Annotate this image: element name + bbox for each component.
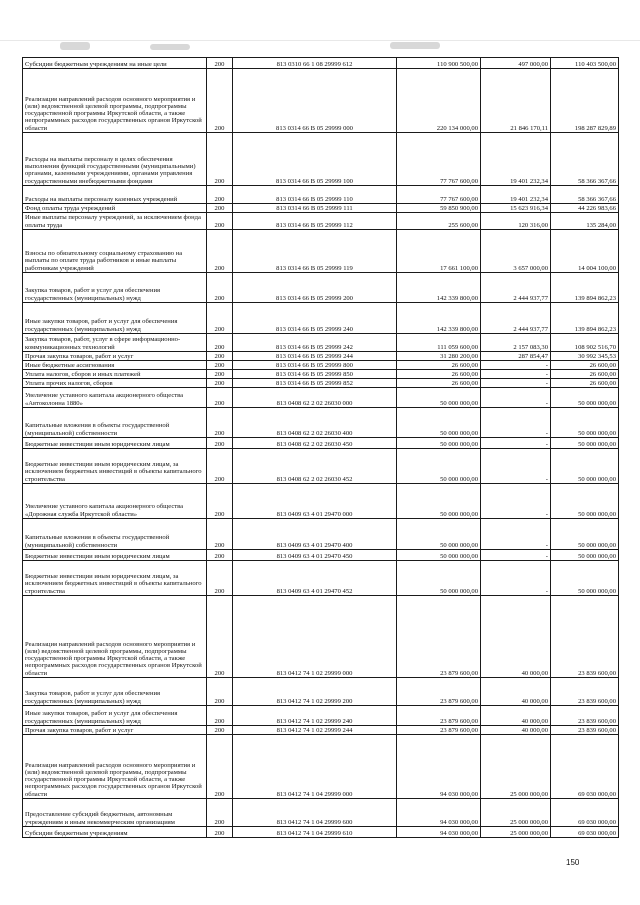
row-approved-amount: 23 879 600,00 <box>397 726 481 735</box>
row-classification-code: 813 0412 74 1 04 29999 600 <box>233 799 397 827</box>
row-remaining-amount: 14 004 100,00 <box>551 230 619 273</box>
table-row <box>23 273 619 303</box>
row-code: 200 <box>207 408 233 438</box>
table-row <box>23 726 619 735</box>
table-row <box>23 303 619 334</box>
row-code: 200 <box>207 735 233 799</box>
row-executed-amount: - <box>481 379 551 388</box>
row-approved-amount: 59 850 900,00 <box>397 204 481 213</box>
row-approved-amount: 31 280 200,00 <box>397 352 481 361</box>
row-name: Иные закупки товаров, работ и услуг для обеспечения государственных (муниципальных) нужд <box>23 303 207 334</box>
row-approved-amount: 50 000 000,00 <box>397 388 481 408</box>
row-code: 200 <box>207 484 233 519</box>
row-name: Расходы на выплаты персоналу казенных учреждений <box>23 186 207 204</box>
row-remaining-amount: 50 000 000,00 <box>551 484 619 519</box>
table-row <box>23 408 619 438</box>
row-approved-amount: 94 030 000,00 <box>397 735 481 799</box>
row-name: Фонд оплаты труда учреждений <box>23 204 207 213</box>
row-code: 200 <box>207 303 233 334</box>
row-classification-code: 813 0408 62 2 02 26030 000 <box>233 388 397 408</box>
row-remaining-amount: 23 839 600,00 <box>551 726 619 735</box>
row-code: 200 <box>207 561 233 596</box>
row-classification-code: 813 0412 74 1 02 29999 240 <box>233 706 397 726</box>
row-name: Иные выплаты персоналу учреждений, за исключением фонда оплаты труда <box>23 213 207 230</box>
row-approved-amount: 111 059 600,00 <box>397 334 481 352</box>
row-classification-code: 813 0314 66 В 05 29999 800 <box>233 361 397 370</box>
row-code: 200 <box>207 379 233 388</box>
row-classification-code: 813 0310 66 1 08 29999 612 <box>233 58 397 69</box>
row-name: Закупка товаров, работ и услуг для обеспечения государственных (муниципальных) нужд <box>23 273 207 303</box>
row-classification-code: 813 0314 66 В 05 29999 244 <box>233 352 397 361</box>
row-remaining-amount: 198 287 829,89 <box>551 69 619 133</box>
row-code: 200 <box>207 438 233 449</box>
row-code: 200 <box>207 361 233 370</box>
row-classification-code: 813 0409 63 4 01 29470 000 <box>233 484 397 519</box>
row-code: 200 <box>207 334 233 352</box>
row-classification-code: 813 0409 63 4 01 29470 452 <box>233 561 397 596</box>
row-code: 200 <box>207 799 233 827</box>
row-name: Бюджетные инвестиции иным юридическим лицам <box>23 438 207 449</box>
row-name: Субсидии бюджетным учреждениям <box>23 827 207 838</box>
row-code: 200 <box>207 273 233 303</box>
row-classification-code: 813 0408 62 2 02 26030 450 <box>233 438 397 449</box>
row-code: 200 <box>207 726 233 735</box>
table-row <box>23 58 619 69</box>
row-executed-amount: 2 157 083,30 <box>481 334 551 352</box>
row-executed-amount: - <box>481 438 551 449</box>
row-executed-amount: 2 444 937,77 <box>481 303 551 334</box>
row-classification-code: 813 0314 66 В 05 29999 110 <box>233 186 397 204</box>
scan-edge <box>0 40 640 41</box>
row-name: Уплата налогов, сборов и иных платежей <box>23 370 207 379</box>
row-code: 200 <box>207 230 233 273</box>
row-approved-amount: 142 339 800,00 <box>397 273 481 303</box>
row-executed-amount: - <box>481 561 551 596</box>
table-row <box>23 186 619 204</box>
row-remaining-amount: 108 902 516,70 <box>551 334 619 352</box>
row-approved-amount: 23 879 600,00 <box>397 596 481 678</box>
row-name: Закупка товаров, работ, услуг в сфере информационно-коммуникационных технологий <box>23 334 207 352</box>
row-approved-amount: 94 030 000,00 <box>397 799 481 827</box>
row-code: 200 <box>207 370 233 379</box>
page-number: 150 <box>566 858 580 867</box>
row-approved-amount: 50 000 000,00 <box>397 519 481 550</box>
row-executed-amount: - <box>481 361 551 370</box>
row-executed-amount: 40 000,00 <box>481 678 551 706</box>
row-approved-amount: 50 000 000,00 <box>397 408 481 438</box>
row-code: 200 <box>207 186 233 204</box>
row-name: Бюджетные инвестиции иным юридическим лицам, за исключением бюджетных инвестиций в объекты капитального строительства <box>23 561 207 596</box>
table-row <box>23 213 619 230</box>
table-row <box>23 438 619 449</box>
row-name: Взносы по обязательному социальному страхованию на выплаты по оплате труда работников и иные выплаты работникам учреждений <box>23 230 207 273</box>
row-classification-code: 813 0314 66 В 05 29999 000 <box>233 69 397 133</box>
table-row <box>23 69 619 133</box>
table-row <box>23 204 619 213</box>
row-code: 200 <box>207 519 233 550</box>
row-remaining-amount: 50 000 000,00 <box>551 438 619 449</box>
row-executed-amount: 21 846 170,11 <box>481 69 551 133</box>
row-approved-amount: 110 900 500,00 <box>397 58 481 69</box>
table-row <box>23 334 619 352</box>
row-approved-amount: 26 600,00 <box>397 370 481 379</box>
row-executed-amount: - <box>481 370 551 379</box>
row-remaining-amount: 139 894 862,23 <box>551 303 619 334</box>
row-approved-amount: 142 339 800,00 <box>397 303 481 334</box>
row-approved-amount: 50 000 000,00 <box>397 449 481 484</box>
row-approved-amount: 77 767 600,00 <box>397 133 481 186</box>
row-executed-amount: - <box>481 484 551 519</box>
row-code: 200 <box>207 69 233 133</box>
table-row <box>23 550 619 561</box>
row-approved-amount: 23 879 600,00 <box>397 678 481 706</box>
row-executed-amount: - <box>481 550 551 561</box>
table-row <box>23 735 619 799</box>
row-classification-code: 813 0314 66 В 05 29999 100 <box>233 133 397 186</box>
row-remaining-amount: 44 226 983,66 <box>551 204 619 213</box>
row-classification-code: 813 0408 62 2 02 26030 452 <box>233 449 397 484</box>
row-approved-amount: 50 000 000,00 <box>397 484 481 519</box>
table-row <box>23 596 619 678</box>
row-name: Увеличение уставного капитала акционерного общества «Дорожная служба Иркутской области» <box>23 484 207 519</box>
row-classification-code: 813 0314 66 В 05 29999 240 <box>233 303 397 334</box>
row-classification-code: 813 0412 74 1 04 29999 610 <box>233 827 397 838</box>
scan-smudge <box>150 44 190 50</box>
row-approved-amount: 17 661 100,00 <box>397 230 481 273</box>
row-code: 200 <box>207 550 233 561</box>
row-classification-code: 813 0314 66 В 05 29999 111 <box>233 204 397 213</box>
row-approved-amount: 220 134 000,00 <box>397 69 481 133</box>
row-classification-code: 813 0412 74 1 02 29999 200 <box>233 678 397 706</box>
row-classification-code: 813 0409 63 4 01 29470 450 <box>233 550 397 561</box>
row-name: Расходы на выплаты персоналу в целях обеспечения выполнения функций государственными (муниципальными) органами, казенными учреждениями, органами управления государственными внебюджетными фондами <box>23 133 207 186</box>
row-name: Иные бюджетные ассигнования <box>23 361 207 370</box>
row-remaining-amount: 69 030 000,00 <box>551 735 619 799</box>
table-row <box>23 519 619 550</box>
row-code: 200 <box>207 596 233 678</box>
row-executed-amount: 40 000,00 <box>481 726 551 735</box>
row-name: Прочая закупка товаров, работ и услуг <box>23 352 207 361</box>
row-name: Реализация направлений расходов основного мероприятия и (или) ведомственной целевой программы, подпрограммы государственной программы Иркутской области, а также непрограммных расходов государственных органов Иркутской области <box>23 735 207 799</box>
row-executed-amount: 19 401 232,34 <box>481 186 551 204</box>
row-name: Уплата прочих налогов, сборов <box>23 379 207 388</box>
row-code: 200 <box>207 133 233 186</box>
row-name: Иные закупки товаров, работ и услуг для обеспечения государственных (муниципальных) нужд <box>23 706 207 726</box>
row-name: Субсидии бюджетным учреждениям на иные цели <box>23 58 207 69</box>
row-classification-code: 813 0314 66 В 05 29999 119 <box>233 230 397 273</box>
row-executed-amount: - <box>481 388 551 408</box>
row-approved-amount: 77 767 600,00 <box>397 186 481 204</box>
row-executed-amount: - <box>481 519 551 550</box>
row-name: Закупка товаров, работ и услуг для обеспечения государственных (муниципальных) нужд <box>23 678 207 706</box>
row-executed-amount: 19 401 232,34 <box>481 133 551 186</box>
row-code: 200 <box>207 678 233 706</box>
scan-smudge <box>60 42 90 50</box>
row-classification-code: 813 0408 62 2 02 26030 400 <box>233 408 397 438</box>
row-remaining-amount: 50 000 000,00 <box>551 519 619 550</box>
row-approved-amount: 23 879 600,00 <box>397 706 481 726</box>
row-code: 200 <box>207 706 233 726</box>
row-name: Капитальные вложения в объекты государственной (муниципальной) собственности <box>23 408 207 438</box>
table-row <box>23 678 619 706</box>
row-executed-amount: 25 000 000,00 <box>481 735 551 799</box>
table-row <box>23 370 619 379</box>
row-executed-amount: 25 000 000,00 <box>481 799 551 827</box>
row-executed-amount: - <box>481 408 551 438</box>
row-executed-amount: 497 000,00 <box>481 58 551 69</box>
row-name: Предоставление субсидий бюджетным, автономным учреждениям и иным некоммерческим организациям <box>23 799 207 827</box>
row-classification-code: 813 0409 63 4 01 29470 400 <box>233 519 397 550</box>
row-remaining-amount: 50 000 000,00 <box>551 561 619 596</box>
table-row <box>23 352 619 361</box>
row-remaining-amount: 23 839 600,00 <box>551 678 619 706</box>
row-executed-amount: 3 657 000,00 <box>481 230 551 273</box>
row-approved-amount: 94 030 000,00 <box>397 827 481 838</box>
row-remaining-amount: 26 600,00 <box>551 361 619 370</box>
row-executed-amount: 40 000,00 <box>481 596 551 678</box>
budget-table-body <box>23 58 619 838</box>
row-executed-amount: 120 316,00 <box>481 213 551 230</box>
row-classification-code: 813 0314 66 В 05 29999 112 <box>233 213 397 230</box>
row-classification-code: 813 0412 74 1 02 29999 000 <box>233 596 397 678</box>
row-code: 200 <box>207 388 233 408</box>
row-code: 200 <box>207 827 233 838</box>
row-name: Реализация направлений расходов основного мероприятия и (или) ведомственной целевой программы, подпрограммы государственной программы Иркутской области, а также непрограммных расходов государственных органов Иркутской области <box>23 596 207 678</box>
row-classification-code: 813 0314 66 В 05 29999 852 <box>233 379 397 388</box>
row-approved-amount: 255 600,00 <box>397 213 481 230</box>
row-approved-amount: 50 000 000,00 <box>397 550 481 561</box>
table-row <box>23 379 619 388</box>
row-name: Капитальные вложения в объекты государственной (муниципальной) собственности <box>23 519 207 550</box>
row-executed-amount: 2 444 937,77 <box>481 273 551 303</box>
row-remaining-amount: 110 403 500,00 <box>551 58 619 69</box>
row-code: 200 <box>207 352 233 361</box>
row-remaining-amount: 50 000 000,00 <box>551 550 619 561</box>
table-row <box>23 484 619 519</box>
row-approved-amount: 26 600,00 <box>397 361 481 370</box>
row-executed-amount: 287 854,47 <box>481 352 551 361</box>
table-row <box>23 133 619 186</box>
row-executed-amount: - <box>481 449 551 484</box>
row-remaining-amount: 135 284,00 <box>551 213 619 230</box>
row-approved-amount: 50 000 000,00 <box>397 438 481 449</box>
row-code: 200 <box>207 449 233 484</box>
row-name: Увеличение уставного капитала акционерного общества «Автоколонна 1880» <box>23 388 207 408</box>
scan-smudge <box>390 42 440 49</box>
row-remaining-amount: 69 030 000,00 <box>551 827 619 838</box>
row-name: Бюджетные инвестиции иным юридическим лицам <box>23 550 207 561</box>
row-remaining-amount: 23 839 600,00 <box>551 706 619 726</box>
row-remaining-amount: 26 600,00 <box>551 370 619 379</box>
table-row <box>23 449 619 484</box>
row-remaining-amount: 58 366 367,66 <box>551 186 619 204</box>
row-remaining-amount: 139 894 862,23 <box>551 273 619 303</box>
row-name: Прочая закупка товаров, работ и услуг <box>23 726 207 735</box>
row-remaining-amount: 50 000 000,00 <box>551 449 619 484</box>
table-row <box>23 706 619 726</box>
table-row <box>23 361 619 370</box>
row-name: Реализация направлений расходов основного мероприятия и (или) ведомственной целевой программы, подпрограммы государственной программы Иркутской области, а также непрограммных расходов государственных органов Иркутской области <box>23 69 207 133</box>
row-name: Бюджетные инвестиции иным юридическим лицам, за исключением бюджетных инвестиций в объекты капитального строительства <box>23 449 207 484</box>
table-row <box>23 388 619 408</box>
row-remaining-amount: 26 600,00 <box>551 379 619 388</box>
row-approved-amount: 50 000 000,00 <box>397 561 481 596</box>
table-row <box>23 799 619 827</box>
row-classification-code: 813 0412 74 1 02 29999 244 <box>233 726 397 735</box>
row-remaining-amount: 58 366 367,66 <box>551 133 619 186</box>
row-approved-amount: 26 600,00 <box>397 379 481 388</box>
row-classification-code: 813 0314 66 В 05 29999 242 <box>233 334 397 352</box>
row-classification-code: 813 0314 66 В 05 29999 850 <box>233 370 397 379</box>
table-row <box>23 561 619 596</box>
row-executed-amount: 40 000,00 <box>481 706 551 726</box>
table-row <box>23 827 619 838</box>
row-remaining-amount: 30 992 345,53 <box>551 352 619 361</box>
budget-table <box>22 57 619 838</box>
row-code: 200 <box>207 213 233 230</box>
row-remaining-amount: 50 000 000,00 <box>551 388 619 408</box>
row-executed-amount: 25 000 000,00 <box>481 827 551 838</box>
row-classification-code: 813 0412 74 1 04 29999 000 <box>233 735 397 799</box>
row-code: 200 <box>207 204 233 213</box>
row-remaining-amount: 23 839 600,00 <box>551 596 619 678</box>
row-code: 200 <box>207 58 233 69</box>
row-classification-code: 813 0314 66 В 05 29999 200 <box>233 273 397 303</box>
row-remaining-amount: 69 030 000,00 <box>551 799 619 827</box>
table-row <box>23 230 619 273</box>
row-executed-amount: 15 623 916,34 <box>481 204 551 213</box>
row-remaining-amount: 50 000 000,00 <box>551 408 619 438</box>
